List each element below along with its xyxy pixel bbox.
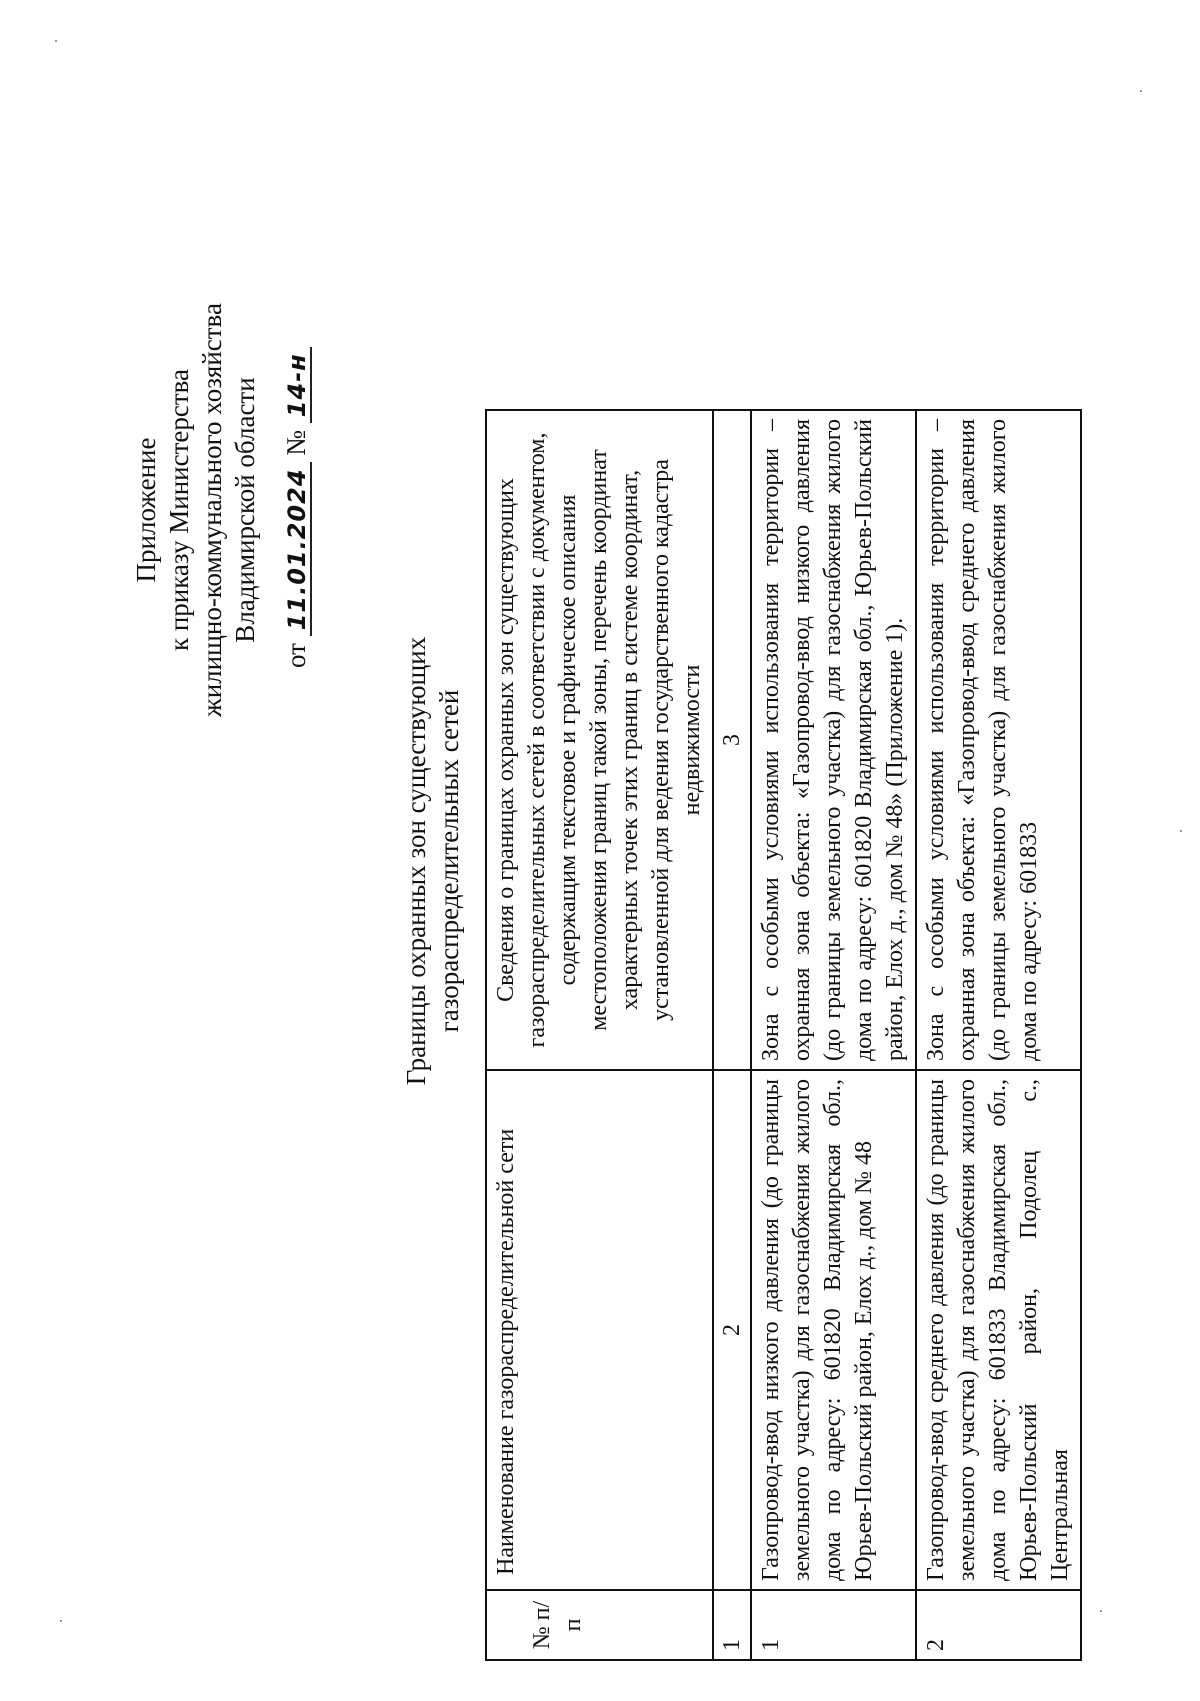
header-line-3: жилищно-коммунального хозяйства <box>197 303 227 717</box>
handwritten-date: 11.01.2024 <box>284 462 312 636</box>
scan-noise <box>55 40 57 42</box>
scan-noise <box>1140 90 1142 92</box>
table-row <box>916 410 1081 1660</box>
header-info: Сведения о границах охранных зон существующих газораспределительных сетей в соответствии с документом, содержащим текстовое и графическое описания местоположения границ такой зоны, перечень координат характерных точек этих границ в системе координат, установленной для ведения государственного кадастра недвижимости <box>486 410 713 1070</box>
header-line-2: к приказу Министерства <box>164 368 194 652</box>
index-cell-3: 3 <box>713 410 751 1070</box>
date-prefix: от <box>281 643 311 668</box>
order-date-number <box>280 300 313 720</box>
header-num: № п/п <box>486 1590 713 1660</box>
title-line-1: Границы охранных зон существующих <box>401 636 431 1086</box>
row-2-num: 2 <box>916 1590 1081 1660</box>
zones-table <box>485 409 1082 1661</box>
header-name: Наименование газораспределительной сети <box>486 1070 713 1590</box>
title-line-2: газораспределительных сетей <box>434 689 464 1033</box>
row-1-name: Газопровод-ввод низкого давления (до границы земельного участка) для газоснабжения жилого дома по адресу: 601820 Владимирская обл., Юрьев-Польский район, Елох д., дом № 48 <box>751 1070 916 1590</box>
scan-noise <box>1180 830 1182 832</box>
row-1-info: Зона с особыми условиями использования территории – охранная зона объекта: «Газопровод-ввод низкого давления (до границы земельного участка) для газоснабжения жилого дома по адресу: 601820 Владимирская обл., Юрьев-Польский район, Елох д., дом № 48» (Приложение 1). <box>751 410 916 1070</box>
number-prefix: № <box>281 429 311 456</box>
index-cell-2: 2 <box>713 1070 751 1590</box>
scan-noise <box>60 1620 62 1622</box>
row-2-name: Газопровод-ввод среднего давления (до границы земельного участка) для газоснабжения жилого дома по адресу: 601833 Владимирская обл., Юрьев-Польский район, Подолец с., Центральная <box>916 1070 1081 1590</box>
table-row <box>751 410 916 1660</box>
row-2-info: Зона с особыми условиями использования территории – охранная зона объекта: «Газопровод-ввод среднего давления (до границы земельного участка) для газоснабжения жилого дома по адресу: 601833 <box>916 410 1081 1070</box>
table-header-row <box>486 410 713 1660</box>
header-line-1: Приложение <box>131 437 161 583</box>
index-cell-1: 1 <box>713 1590 751 1660</box>
table-index-row <box>713 410 751 1660</box>
appendix-header <box>130 300 313 720</box>
handwritten-number: 14-н <box>284 347 312 423</box>
header-line-4: Владимирской области <box>230 377 260 643</box>
scan-noise <box>1100 1610 1102 1612</box>
document-title <box>400 581 466 1141</box>
row-1-num: 1 <box>751 1590 916 1660</box>
